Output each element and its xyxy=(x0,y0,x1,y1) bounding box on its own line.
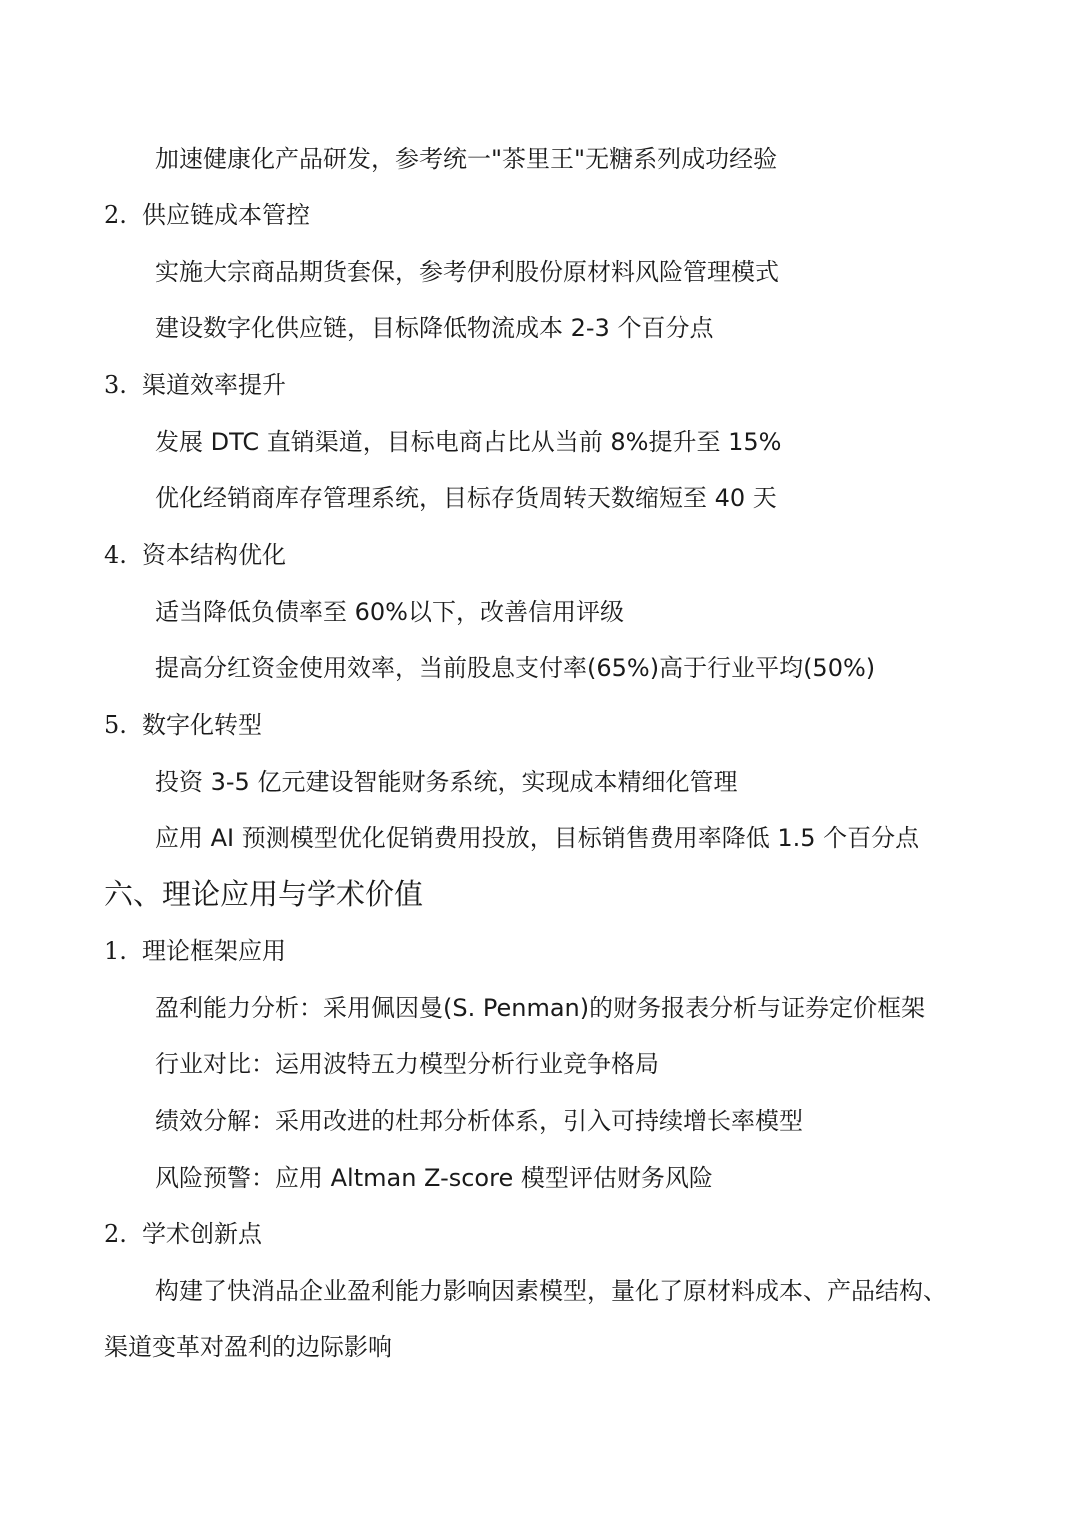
numbered-heading xyxy=(104,709,262,741)
heading-number: 1. xyxy=(104,937,127,965)
bullet-text: 加速健康化产品研发，参考统一"茶里王"无糖系列成功经验 xyxy=(155,145,778,173)
heading-number: 2. xyxy=(104,1220,127,1248)
heading-number: 3. xyxy=(104,371,127,399)
heading-number: 2. xyxy=(104,201,127,229)
bullet-text: 投资 3-5 亿元建设智能财务系统，实现成本精细化管理 xyxy=(155,768,738,796)
bullet-text: 发展 DTC 直销渠道，目标电商占比从当前 8%提升至 15% xyxy=(155,428,782,456)
section-heading: 六、理论应用与学术价值 xyxy=(104,877,424,911)
bullet-text: 提高分红资金使用效率，当前股息支付率(65%)高于行业平均(50%) xyxy=(155,654,876,682)
bullet-text: 盈利能力分析：采用佩因曼(S. Penman)的财务报表分析与证券定价框架 xyxy=(155,994,926,1022)
paragraph-text: 构建了快消品企业盈利能力影响因素模型，量化了原材料成本、产品结构、 xyxy=(155,1277,947,1305)
bullet-text: 风险预警：应用 Altman Z-score 模型评估财务风险 xyxy=(155,1164,713,1192)
heading-text: 供应链成本管控 xyxy=(142,201,310,229)
numbered-heading xyxy=(104,539,286,571)
bullet-text: 绩效分解：采用改进的杜邦分析体系，引入可持续增长率模型 xyxy=(155,1107,803,1135)
heading-text: 理论框架应用 xyxy=(142,937,286,965)
paragraph-text-continued: 渠道变革对盈利的边际影响 xyxy=(104,1333,392,1361)
heading-text: 数字化转型 xyxy=(142,711,262,739)
bullet-text: 适当降低负债率至 60%以下，改善信用评级 xyxy=(155,598,624,626)
bullet-text: 建设数字化供应链，目标降低物流成本 2-3 个百分点 xyxy=(155,314,714,342)
heading-number: 4. xyxy=(104,541,127,569)
numbered-heading xyxy=(104,369,286,401)
bullet-text: 优化经销商库存管理系统，目标存货周转天数缩短至 40 天 xyxy=(155,484,777,512)
bullet-text: 实施大宗商品期货套保，参考伊利股份原材料风险管理模式 xyxy=(155,258,779,286)
heading-text: 渠道效率提升 xyxy=(142,371,286,399)
numbered-heading xyxy=(104,935,286,967)
bullet-text: 应用 AI 预测模型优化促销费用投放，目标销售费用率降低 1.5 个百分点 xyxy=(155,824,920,852)
heading-text: 学术创新点 xyxy=(142,1220,262,1248)
bullet-text: 行业对比：运用波特五力模型分析行业竞争格局 xyxy=(155,1050,659,1078)
heading-number: 5. xyxy=(104,711,127,739)
numbered-heading xyxy=(104,199,310,231)
numbered-heading xyxy=(104,1218,262,1250)
heading-text: 资本结构优化 xyxy=(142,541,286,569)
